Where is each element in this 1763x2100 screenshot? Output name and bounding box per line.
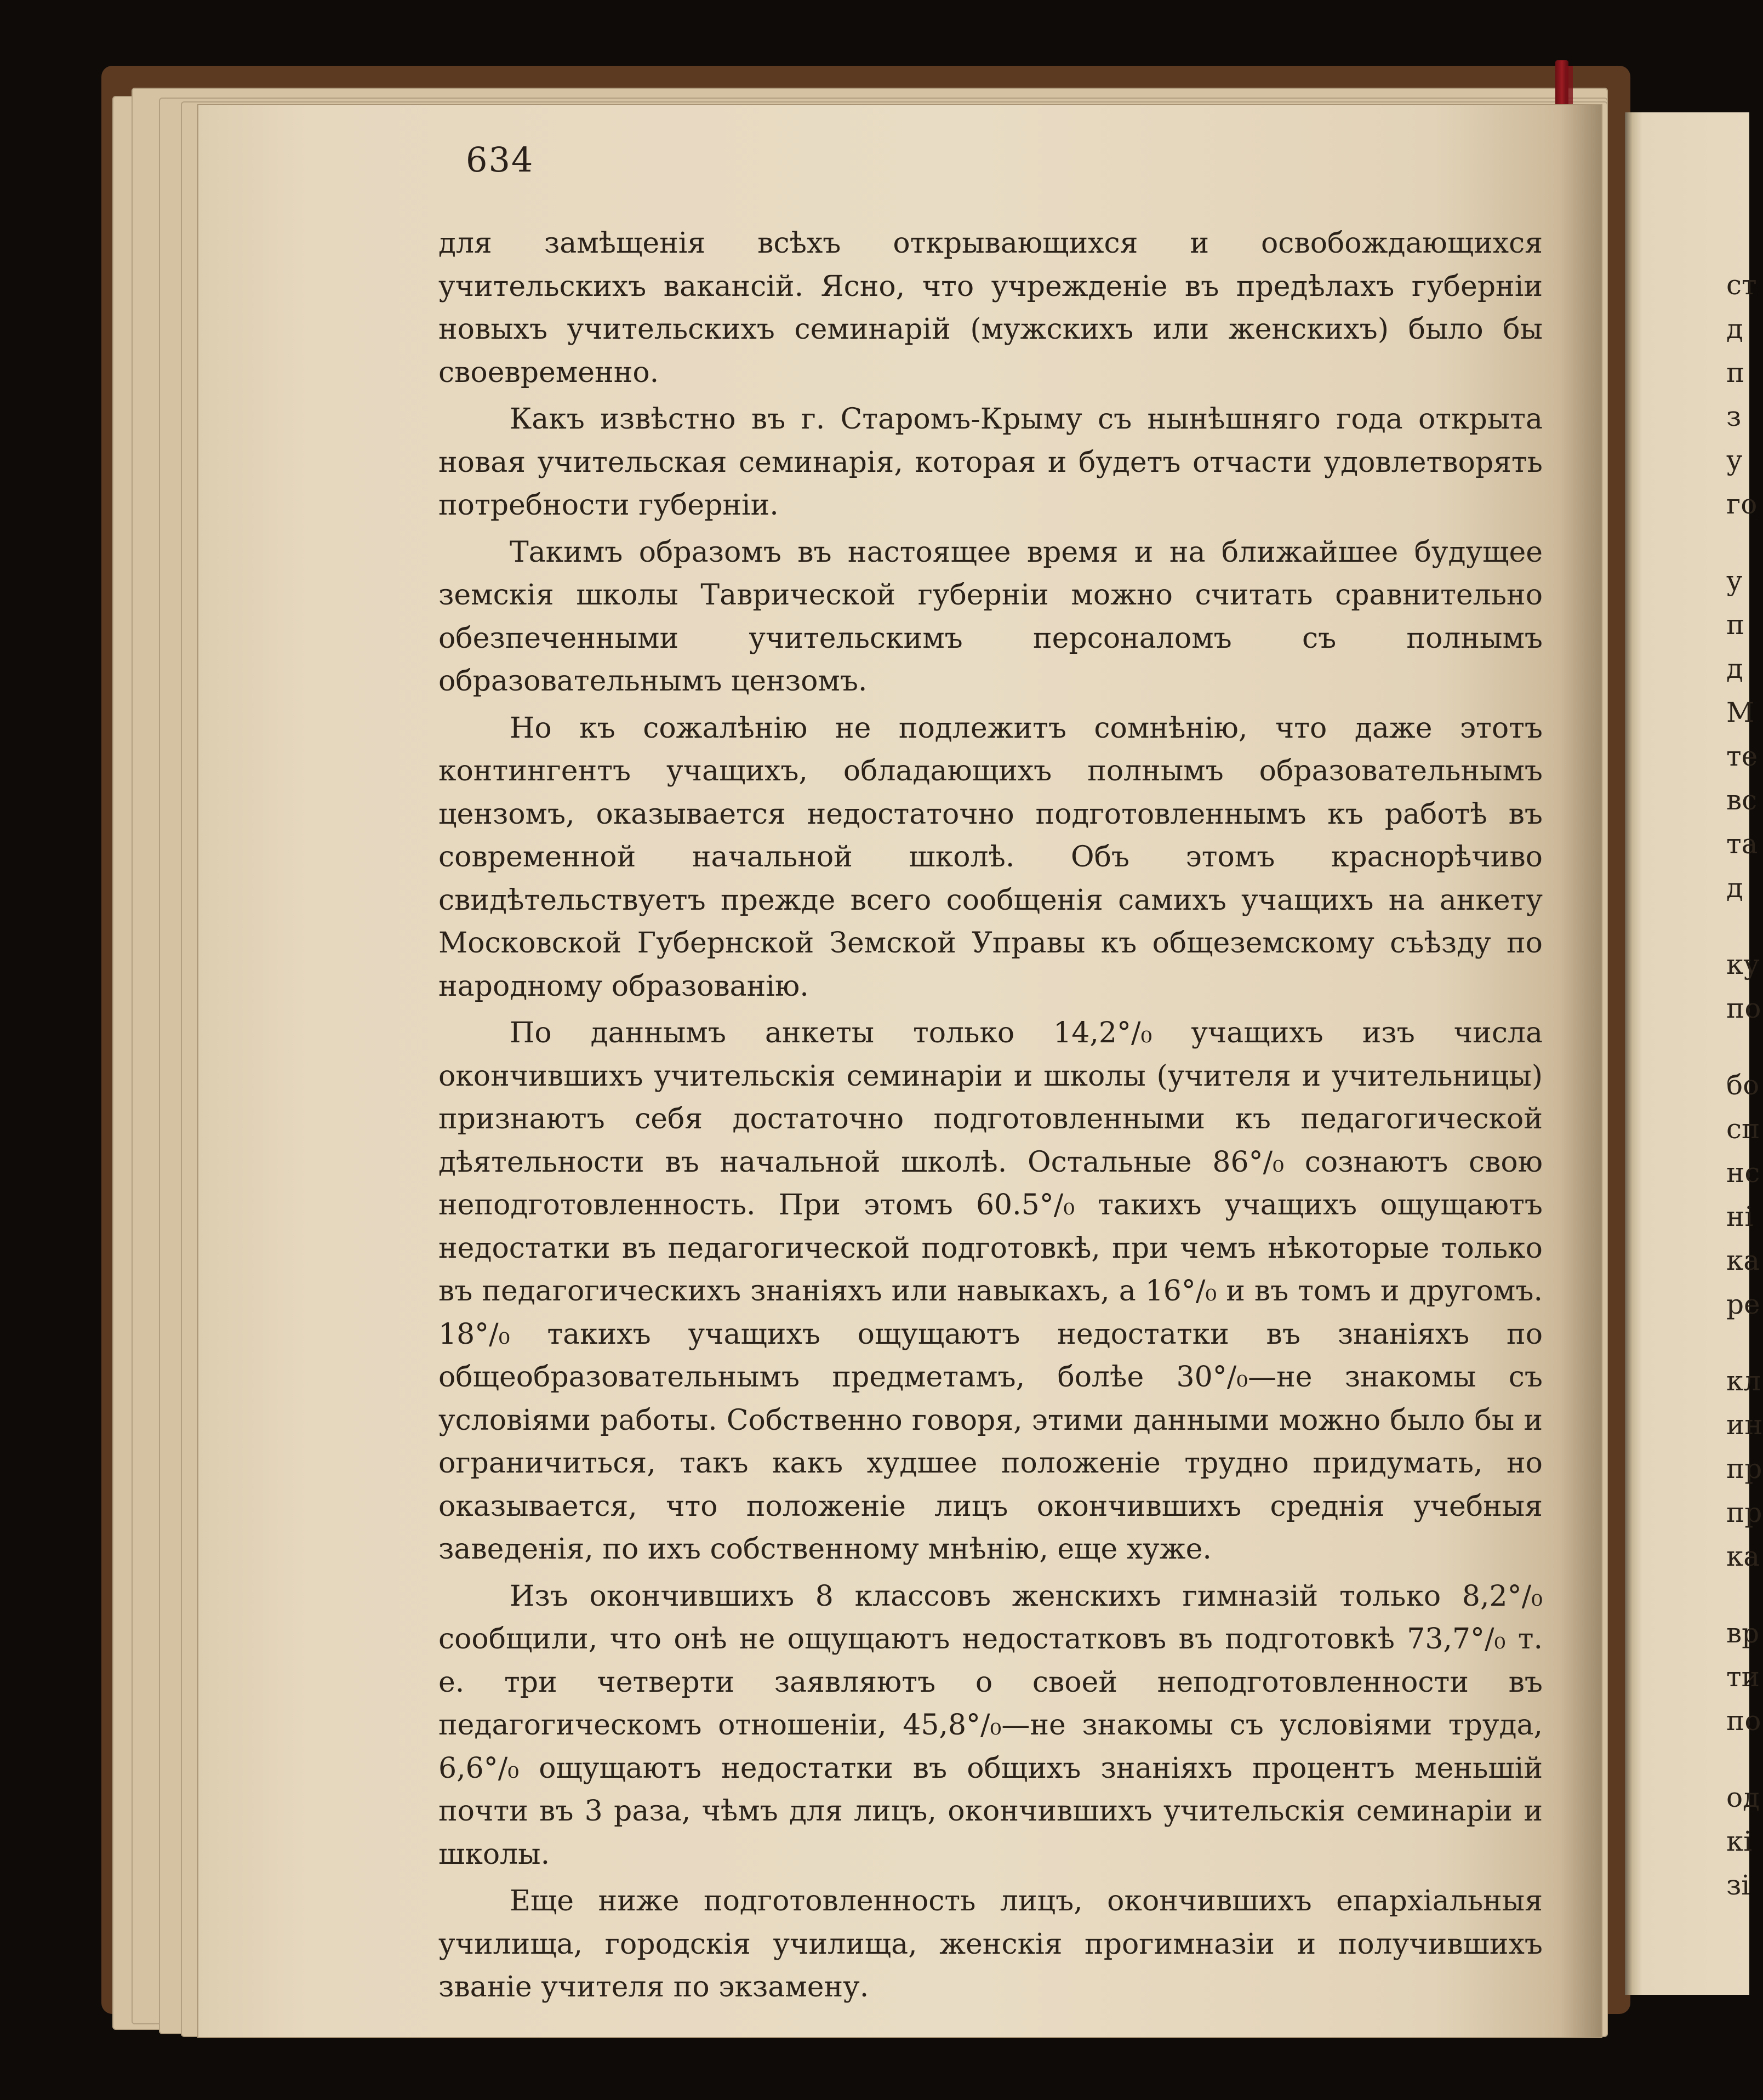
text-fragment: го <box>1726 488 1758 520</box>
text-fragment: од <box>1726 1782 1760 1813</box>
text-fragment: ні <box>1726 1201 1754 1232</box>
text-fragment: по <box>1726 992 1761 1024</box>
text-fragment: ка <box>1726 1245 1760 1276</box>
text-fragment: ст <box>1726 269 1757 301</box>
text-fragment: у <box>1726 444 1743 476</box>
text-fragment: пр <box>1726 1453 1762 1485</box>
text-fragment: зі <box>1726 1869 1750 1901</box>
text-fragment: у <box>1726 565 1743 597</box>
paragraph: Еще ниже подготовленность лицъ, окончившихъ епархіальныя училища, городскія училища, женскія прогимназіи и получившихъ званіе учителя по экзамену. <box>438 1885 1543 2004</box>
text-fragment: п <box>1726 357 1745 389</box>
text-fragment: те <box>1726 740 1758 772</box>
paragraph: Но къ сожалѣнію не подлежитъ сомнѣнію, что даже этотъ контингентъ учащихъ, обладающихъ полнымъ образовательнымъ цензомъ, оказывается недостаточно подготовленнымъ къ работѣ въ современной начальной школѣ. Объ этомъ краснорѣчиво свидѣтельствуетъ прежде всего сообщенія самихъ учащихъ на анкету Московской Губернской Земской Управы къ общеземскому съѣзду по народному образованію. <box>438 711 1543 1003</box>
facing-page-text <box>1726 263 1763 1907</box>
paragraph: Изъ окончившихъ 8 классовъ женскихъ гимназій только 8,2°/₀ сообщили, что онѣ не ощущаютъ недостатковъ въ подготовкѣ 73,7°/₀ т. е. три четверти заявляютъ о своей неподготовленности въ педагогическомъ отношеніи, 45,8°/₀—не знакомы съ условіями труда, 6,6°/₀ ощущаютъ недостатки въ общихъ знаніяхъ процентъ меньшій почти въ 3 раза, чѣмъ для лицъ, окончившихъ учительскія семинаріи и школы. <box>438 1579 1543 1871</box>
text-fragment: М <box>1726 697 1755 728</box>
text-fragment: д <box>1726 653 1743 684</box>
text-fragment: д <box>1726 313 1743 345</box>
text-fragment: з <box>1726 401 1742 432</box>
text-fragment: по <box>1726 1705 1761 1737</box>
text-fragment: кі <box>1726 1825 1753 1857</box>
text-fragment: ин <box>1726 1409 1763 1441</box>
paragraph: По даннымъ анкеты только 14,2°/₀ учащихъ изъ числа окончившихъ учительскія семинаріи и школы (учителя и учительницы) признаютъ себя достаточно подготовленными къ педагогической дѣятельности въ начальной школѣ. Остальные 86°/₀ сознаютъ свою неподготовленность. При этомъ 60.5°/₀ такихъ учащихъ ощущаютъ недостатки въ педагогической подготовкѣ, при чемъ нѣкоторые только въ педагогическихъ знаніяхъ или навыкахъ, а 16°/₀ и въ томъ и другомъ. 18°/₀ такихъ учащихъ ощущаютъ недостатки въ знаніяхъ по общеобразовательнымъ предметамъ, болѣе 30°/₀—не знакомы съ условіями работы. Собственно говоря, этими данными можно было бы и ограничиться, такъ какъ худшее положеніе трудно придумать, но оказывается, что положеніе лицъ окончившихъ среднія учебныя заведенія, по ихъ собственному мнѣнію, еще хуже. <box>438 1017 1543 1566</box>
text-fragment: д <box>1726 872 1743 904</box>
text-fragment: сп <box>1726 1113 1760 1145</box>
text-fragment: вр <box>1726 1617 1760 1649</box>
text-fragment: ку <box>1726 949 1760 980</box>
text-fragment: ка <box>1726 1540 1760 1572</box>
paragraph: Какъ извѣстно въ г. Старомъ-Крыму съ нынѣшняго года открыта новая учительская семинарія, которая и будетъ отчасти удовлетворять потребности губерніи. <box>438 403 1543 522</box>
text-fragment: п <box>1726 609 1745 641</box>
text-fragment: пр <box>1726 1497 1762 1528</box>
text-fragment: кл <box>1726 1365 1761 1397</box>
paragraph: Такимъ образомъ въ настоящее время и на ближайшее будущее земскія школы Таврической губерніи можно считать сравнительно обезпеченными учительскимъ персоналомъ съ полнымъ образовательнымъ цензомъ. <box>438 535 1543 698</box>
text-fragment: ти <box>1726 1661 1760 1693</box>
text-fragment: нс <box>1726 1157 1760 1189</box>
page-text <box>438 222 1543 2013</box>
text-fragment: бо <box>1726 1069 1760 1101</box>
page-number: 634 <box>466 140 534 180</box>
text-fragment: вс <box>1726 784 1758 816</box>
text-fragment: та <box>1726 828 1758 860</box>
paragraph: для замѣщенія всѣхъ открывающихся и освобождающихся учительскихъ вакансій. Ясно, что учрежденіе въ предѣлахъ губерніи новыхъ учительскихъ семинарій (мужскихъ или женскихъ) было бы своевременно. <box>438 227 1543 389</box>
text-fragment: ре <box>1726 1288 1760 1320</box>
